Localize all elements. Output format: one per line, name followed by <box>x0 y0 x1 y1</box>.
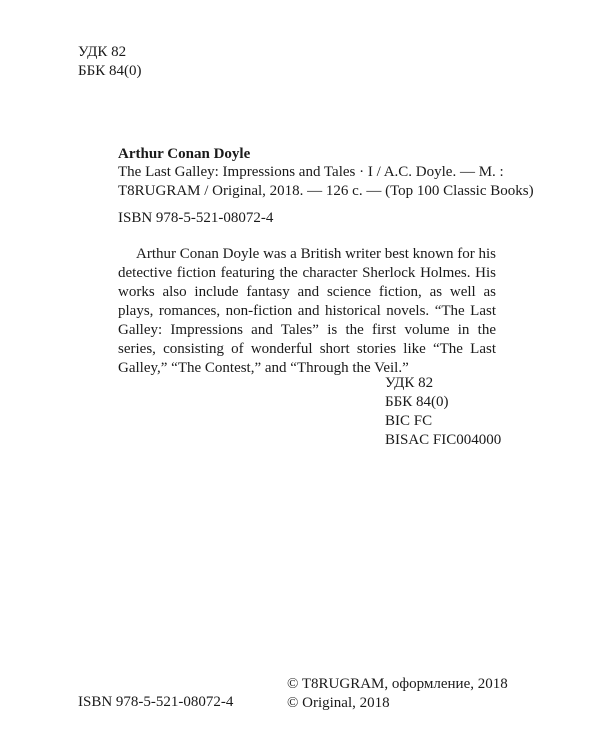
udk-code: УДК 82 <box>385 375 434 391</box>
bibliographic-line: T8RUGRAM / Original, 2018. — 126 c. — (Top 100 Classic Books) <box>118 183 534 199</box>
author-name: Arthur Conan Doyle <box>118 146 251 162</box>
bic-code: BIC FC <box>385 413 433 429</box>
copyright-block <box>287 675 508 713</box>
udk-code: УДК 82 <box>78 44 127 60</box>
bibliographic-line: The Last Galley: Impressions and Tales · I / A.C. Doyle. — M. : <box>118 164 504 180</box>
annotation-paragraph: Arthur Conan Doyle was a British writer best known for his detective fiction featuring the character Sherlock Holmes. His works also include fantasy and science fiction, as well as plays, romances, non-fiction and historical novels. “The Last Galley: Impressions and Tales” is the first volume in the series, consisting of wonderful short stories like “The Last Galley,” “The Contest,” and “Through the Veil.” <box>118 246 496 376</box>
annotation <box>118 245 496 378</box>
bisac-code: BISAC FIC004000 <box>385 432 502 448</box>
top-classification-block <box>78 43 141 81</box>
bibliographic-record <box>118 163 534 201</box>
bbk-code: ББК 84(0) <box>78 63 142 79</box>
isbn-main: ISBN 978-5-521-08072-4 <box>118 210 274 226</box>
isbn-bottom: ISBN 978-5-521-08072-4 <box>78 694 234 710</box>
bbk-code: ББК 84(0) <box>385 394 449 410</box>
copyright-line: © T8RUGRAM, оформление, 2018 <box>287 676 508 692</box>
right-classification-block <box>385 374 501 450</box>
copyright-line: © Original, 2018 <box>287 695 390 711</box>
